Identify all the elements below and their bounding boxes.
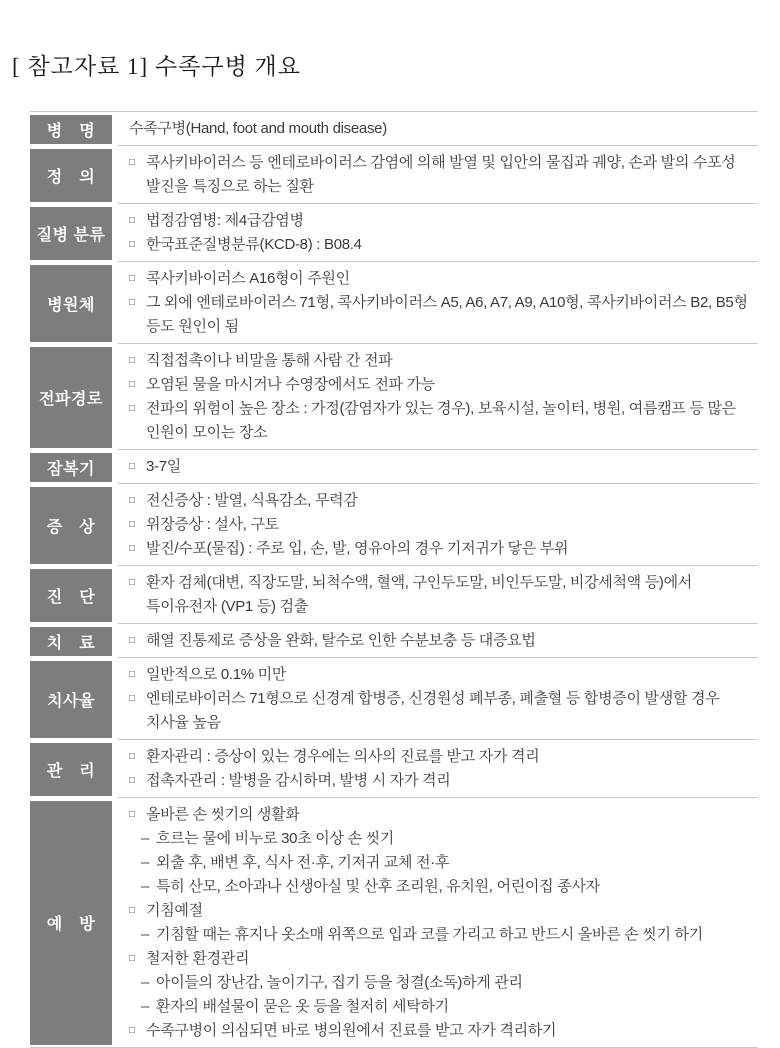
item-text: 흐르는 물에 비누로 30초 이상 손 씻기 (156, 829, 394, 847)
row-content-cell (118, 112, 758, 146)
content-line (127, 537, 752, 561)
bullet-square-icon: □ (129, 634, 136, 646)
content-line (127, 769, 752, 793)
row-label-cell (30, 204, 118, 262)
bullet-square-icon: □ (129, 1024, 136, 1036)
row-content-cell (118, 262, 758, 344)
bullet-square-icon: □ (129, 354, 136, 366)
table-row (30, 262, 758, 344)
bullet-square-icon: □ (129, 576, 136, 588)
row-label: 병 명 (30, 115, 112, 144)
content-line (127, 923, 752, 947)
row-label: 관 리 (30, 743, 112, 796)
bullet-square-icon: □ (129, 378, 136, 390)
table-row (30, 484, 758, 566)
table-row (30, 658, 758, 740)
item-text: 전파의 위험이 높은 장소 : 가정(감염자가 있는 경우), 보육시설, 놀이터, 병원, 여름캠프 등 많은 인원이 모이는 장소 (146, 399, 736, 441)
item-text: 기침할 때는 휴지나 옷소매 위쪽으로 입과 코를 가리고 하고 반드시 올바른 손 씻기 하기 (156, 925, 703, 943)
content-line (127, 687, 752, 735)
content-line (127, 663, 752, 687)
row-label-cell (30, 262, 118, 344)
content-line (127, 947, 752, 971)
content-line (127, 899, 752, 923)
row-label-cell (30, 566, 118, 624)
item-text: 기침예절 (146, 901, 203, 919)
dash-icon: – (141, 973, 150, 991)
item-text: 발진/수포(물집) : 주로 입, 손, 발, 영유아의 경우 기저귀가 닿은 부위 (146, 539, 569, 557)
table-row (30, 566, 758, 624)
content-line (127, 117, 752, 141)
content-line (127, 397, 752, 445)
content-line (127, 571, 752, 619)
item-text: 해열 진통제로 증상을 완화, 탈수로 인한 수분보충 등 대증요법 (146, 631, 536, 649)
content-line (127, 971, 752, 995)
bullet-square-icon: □ (129, 214, 136, 226)
content-line (127, 875, 752, 899)
row-content-cell (118, 624, 758, 658)
content-line (127, 233, 752, 257)
content-line (127, 489, 752, 513)
content-line (127, 629, 752, 653)
row-label-cell (30, 624, 118, 658)
content-line (127, 455, 752, 479)
row-label: 예 방 (30, 801, 112, 1045)
content-line (127, 803, 752, 827)
item-text: 콕사키바이러스 A16형이 주원인 (146, 269, 350, 287)
dash-icon: – (141, 925, 150, 943)
item-text: 오염된 물을 마시거나 수영장에서도 전파 가능 (146, 375, 435, 393)
item-text: 3-7일 (146, 457, 181, 475)
row-content-cell (118, 204, 758, 262)
row-label-cell (30, 740, 118, 798)
row-label: 치 료 (30, 627, 112, 656)
bullet-square-icon: □ (129, 296, 136, 308)
item-text: 일반적으로 0.1% 미만 (146, 665, 287, 683)
item-text: 외출 후, 배변 후, 식사 전·후, 기저귀 교체 전·후 (156, 853, 450, 871)
overview-table (30, 111, 758, 1048)
row-label: 잠복기 (30, 453, 112, 482)
row-label-cell (30, 450, 118, 484)
item-text: 엔테로바이러스 71형으로 신경계 합병증, 신경원성 폐부종, 폐출혈 등 합병증이 발생할 경우 치사율 높음 (146, 689, 720, 731)
content-line (127, 349, 752, 373)
row-content-cell (118, 344, 758, 450)
bullet-square-icon: □ (129, 750, 136, 762)
item-text: 직접접촉이나 비말을 통해 사람 간 전파 (146, 351, 393, 369)
row-content-cell (118, 798, 758, 1047)
item-text: 환자관리 : 증상이 있는 경우에는 의사의 진료를 받고 자가 격리 (146, 747, 540, 765)
bullet-square-icon: □ (129, 692, 136, 704)
table-row (30, 146, 758, 204)
bullet-square-icon: □ (129, 460, 136, 472)
content-line (127, 745, 752, 769)
table-row (30, 450, 758, 484)
content-line (127, 151, 752, 199)
table-row (30, 798, 758, 1047)
bullet-square-icon: □ (129, 774, 136, 786)
bullet-square-icon: □ (129, 952, 136, 964)
table-row (30, 624, 758, 658)
item-text: 한국표준질병분류(KCD-8) : B08.4 (146, 235, 362, 253)
row-label: 병원체 (30, 265, 112, 342)
content-line (127, 1019, 752, 1043)
row-content-cell (118, 658, 758, 740)
row-content-cell (118, 484, 758, 566)
item-text: 그 외에 엔테로바이러스 71형, 콕사키바이러스 A5, A6, A7, A9, A10형, 콕사키바이러스 B2, B5형 등도 원인이 됨 (146, 293, 748, 335)
row-content-cell (118, 740, 758, 798)
row-label-cell (30, 112, 118, 146)
row-label: 치사율 (30, 661, 112, 738)
bullet-square-icon: □ (129, 272, 136, 284)
item-text: 수족구병이 의심되면 바로 병의원에서 진료를 받고 자가 격리하기 (146, 1021, 557, 1039)
row-label: 진 단 (30, 569, 112, 622)
item-text: 환자 검체(대변, 직장도말, 뇌척수액, 혈액, 구인두도말, 비인두도말, 비강세척액 등)에서 특이유전자 (VP1 등) 검출 (146, 573, 692, 615)
content-line (127, 267, 752, 291)
bullet-square-icon: □ (129, 808, 136, 820)
row-label-cell (30, 484, 118, 566)
table-row (30, 112, 758, 146)
item-text: 전신증상 : 발열, 식욕감소, 무력감 (146, 491, 358, 509)
item-text: 수족구병(Hand, foot and mouth disease) (129, 119, 387, 137)
row-label-cell (30, 146, 118, 204)
content-line (127, 291, 752, 339)
table-row (30, 204, 758, 262)
table-row (30, 344, 758, 450)
dash-icon: – (141, 997, 150, 1015)
content-line (127, 851, 752, 875)
row-label-cell (30, 798, 118, 1047)
dash-icon: – (141, 829, 150, 847)
row-content-cell (118, 146, 758, 204)
item-text: 법정감염병: 제4급감염병 (146, 211, 304, 229)
row-label-cell (30, 344, 118, 450)
item-text: 철저한 환경관리 (146, 949, 250, 967)
item-text: 접촉자관리 : 발병을 감시하며, 발병 시 자가 격리 (146, 771, 451, 789)
bullet-square-icon: □ (129, 668, 136, 680)
item-text: 환자의 배설물이 묻은 옷 등을 철저히 세탁하기 (156, 997, 449, 1015)
bullet-square-icon: □ (129, 904, 136, 916)
row-label-cell (30, 658, 118, 740)
item-text: 콕사키바이러스 등 엔테로바이러스 감염에 의해 발열 및 입안의 물집과 궤양, 손과 발의 수포성 발진을 특징으로 하는 질환 (146, 153, 736, 195)
row-label: 전파경로 (30, 347, 112, 448)
row-label: 질병 분류 (30, 207, 112, 260)
document-title: [ 참고자료 1] 수족구병 개요 (12, 54, 301, 79)
content-line (127, 827, 752, 851)
item-text: 올바른 손 씻기의 생활화 (146, 805, 300, 823)
content-line (127, 513, 752, 537)
bullet-square-icon: □ (129, 238, 136, 250)
bullet-square-icon: □ (129, 156, 136, 168)
bullet-square-icon: □ (129, 518, 136, 530)
row-label: 정 의 (30, 149, 112, 202)
content-line (127, 209, 752, 233)
item-text: 위장증상 : 설사, 구토 (146, 515, 279, 533)
row-content-cell (118, 450, 758, 484)
item-text: 특히 산모, 소아과나 신생아실 및 산후 조리원, 유치원, 어린이집 종사자 (156, 877, 600, 895)
content-line (127, 373, 752, 397)
row-content-cell (118, 566, 758, 624)
bullet-square-icon: □ (129, 402, 136, 414)
bullet-square-icon: □ (129, 542, 136, 554)
bullet-square-icon: □ (129, 494, 136, 506)
row-label: 증 상 (30, 487, 112, 564)
dash-icon: – (141, 877, 150, 895)
dash-icon: – (141, 853, 150, 871)
item-text: 아이들의 장난감, 놀이기구, 집기 등을 청결(소독)하게 관리 (156, 973, 523, 991)
table-row (30, 740, 758, 798)
